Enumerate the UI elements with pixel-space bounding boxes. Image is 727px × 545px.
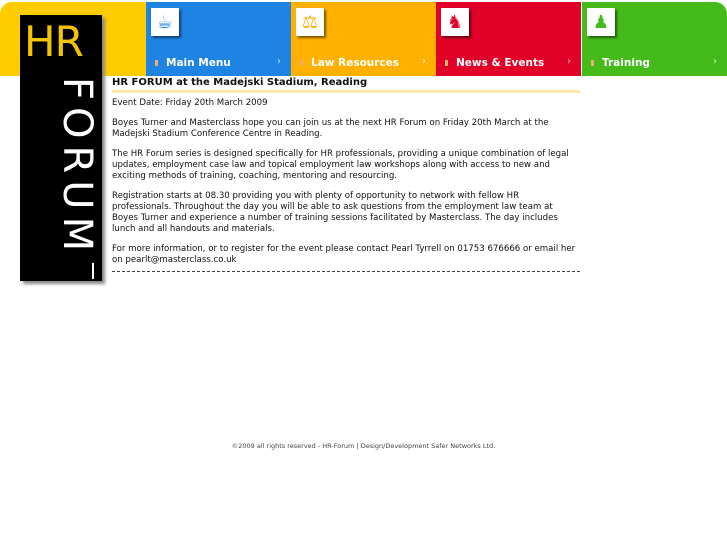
article: [112, 77, 580, 272]
bullet-icon: [445, 60, 448, 66]
event-date: Event Date: Friday 20th March 2009: [112, 98, 268, 108]
logo-hr: HR: [24, 17, 83, 66]
logo-bar: [92, 263, 94, 279]
article-paragraph: Boyes Turner and Masterclass hope you can join us at the next HR Forum on Friday 20th March at the Madejski Stadium Conference Centre in Reading.: [112, 118, 549, 139]
nav-law-resources[interactable]: [291, 2, 436, 76]
bullet-icon: [300, 60, 303, 66]
article-paragraph: The HR Forum series is designed specifically for HR professionals, providing a unique combination of legal updates, employment case law and topical employment law workshops along with access to new and exciting methods of training, coaching, mentoring and resourcing.: [112, 149, 569, 181]
main-menu-icon: ☕: [151, 8, 179, 36]
chevron-right-icon: ›: [422, 56, 426, 67]
law-resources-icon: ⚖: [296, 8, 324, 36]
nav-label: Main Menu: [166, 57, 231, 69]
nav-label: Training: [602, 57, 650, 69]
nav-label: Law Resources: [311, 57, 400, 69]
article-paragraph: Registration starts at 08.30 providing you with plenty of opportunity to network with fellow HR professionals. Throughout the day you will be able to ask questions from the employment law team at Boyes Turner and experience a number of training sessions facilitated by Masterclass. The day includes lunch and all handouts and materials.: [112, 191, 558, 234]
chevron-right-icon: ›: [277, 56, 281, 67]
nav-training[interactable]: [582, 2, 727, 76]
training-icon: ♟: [587, 8, 615, 36]
chevron-right-icon: ›: [713, 56, 717, 67]
bullet-icon: [155, 60, 158, 66]
news-events-icon: ♞: [441, 8, 469, 36]
divider: [112, 271, 580, 272]
nav-label: News & Events: [456, 57, 545, 69]
logo-forum: FORUM: [54, 77, 100, 259]
nav-news-events[interactable]: [436, 2, 581, 76]
nav-main-menu[interactable]: [146, 2, 291, 76]
article-title: HR FORUM at the Madejski Stadium, Reading: [112, 77, 580, 93]
footer: ©2009 all rights reserved - HR-Forum | Design/Development Safer Networks Ltd.: [231, 442, 496, 450]
bullet-icon: [591, 60, 594, 66]
hr-forum-logo[interactable]: [20, 15, 102, 281]
chevron-right-icon: ›: [567, 56, 571, 67]
article-paragraph: For more information, or to register for the event please contact Pearl Tyrrell on 01753 676666 or email her on pearlt@masterclass.co.uk: [112, 244, 576, 265]
